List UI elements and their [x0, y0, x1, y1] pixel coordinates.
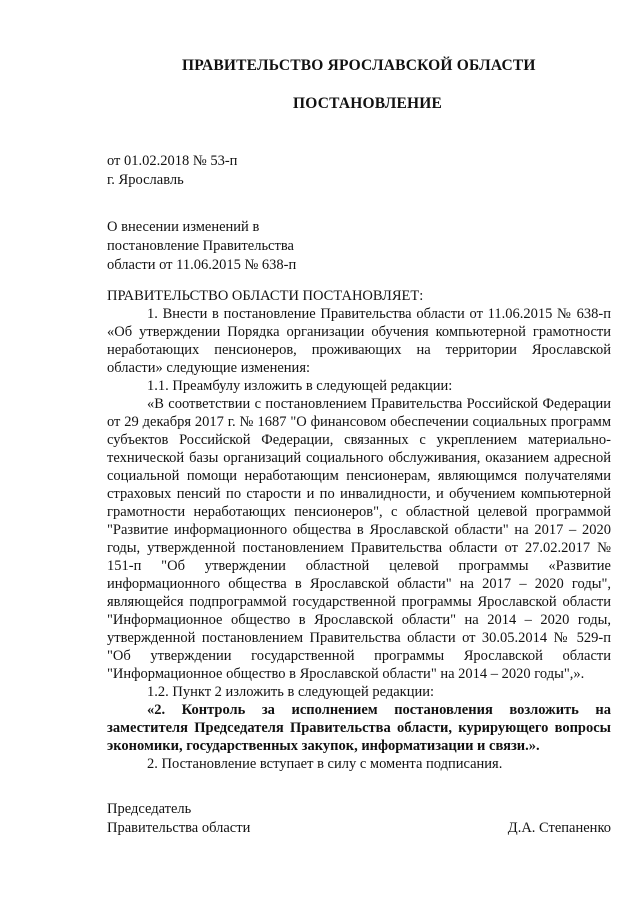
subject-line: постановление Правительства: [107, 238, 294, 254]
item-1-2-intro: 1.2. Пункт 2 изложить в следующей редакции:: [147, 684, 435, 700]
item-1-1-text: «В соответствии с постановлением Правительства Российской Федерации от 29 декабря 2017 г. № 1687 "О финансовом обеспечении социальных программ субъектов Российской Федерации, связанных с укреплением материально-технической базы организаций социального обслуживания, оказанием адресной социальной помощи неработающим пенсионерам, являющимся получателями страховых пенсий по старости и по инвалидности, и обучением компьютерной грамотности неработающих пенсионеров", с областной целевой программой "Развитие информационного общества в Ярославской области" на 2017 – 2020 годы, утвержденной постановлением Правительства области от 27.02.2017 № 151-п "Об утверждении областной целевой программы «Развитие информационного общества в Ярославской области" на 2017 – 2020 годы", являющейся подпрограммой государственной программы Ярославской области "Информационное общество в Ярославской области" на 2014 – 2020 годы, утвержденной постановлением Правительства области от 30.05.2014 № 529-п "Об утверждении государственной программы Ярославской области "Информационное общество в Ярославской области" на 2014 – 2020 годы",».: [107, 396, 611, 682]
signature-block: [107, 800, 611, 838]
item-2: 2. Постановление вступает в силу с момента подписания.: [147, 756, 503, 772]
item-1-1-intro: 1.1. Преамбулу изложить в следующей редакции:: [147, 378, 453, 394]
government-title: ПРАВИТЕЛЬСТВО ЯРОСЛАВСКОЙ ОБЛАСТИ: [182, 57, 536, 74]
city: г. Ярославль: [107, 172, 184, 188]
item-1-2-text: «2. Контроль за исполнением постановления возложить на заместителя Председателя Правительства области, курирующего вопросы экономики, государственных закупок, информатизации и связи.».: [107, 702, 611, 754]
resolution-preamble: ПРАВИТЕЛЬСТВО ОБЛАСТИ ПОСТАНОВЛЯЕТ:: [107, 288, 424, 304]
signatory-name: Д.А. Степаненко: [507, 820, 611, 836]
document-body: [107, 287, 611, 773]
subject-line: О внесении изменений в: [107, 219, 260, 235]
signature-row: [107, 819, 611, 838]
signatory-position-line-1: Председатель: [107, 801, 192, 817]
signatory-position-line-2: Правительства области: [107, 820, 251, 836]
item-1: 1. Внести в постановление Правительства области от 11.06.2015 № 638-п «Об утверждении Порядка организации обучения компьютерной грамотности неработающих пенсионеров, проживающих на территории Ярославской области» следующие изменения:: [107, 306, 611, 376]
subject-line: области от 11.06.2015 № 638-п: [107, 257, 297, 273]
document-subject: [107, 218, 296, 275]
date-and-number: от 01.02.2018 № 53-п: [107, 153, 238, 169]
document-type-title: ПОСТАНОВЛЕНИЕ: [293, 95, 443, 112]
